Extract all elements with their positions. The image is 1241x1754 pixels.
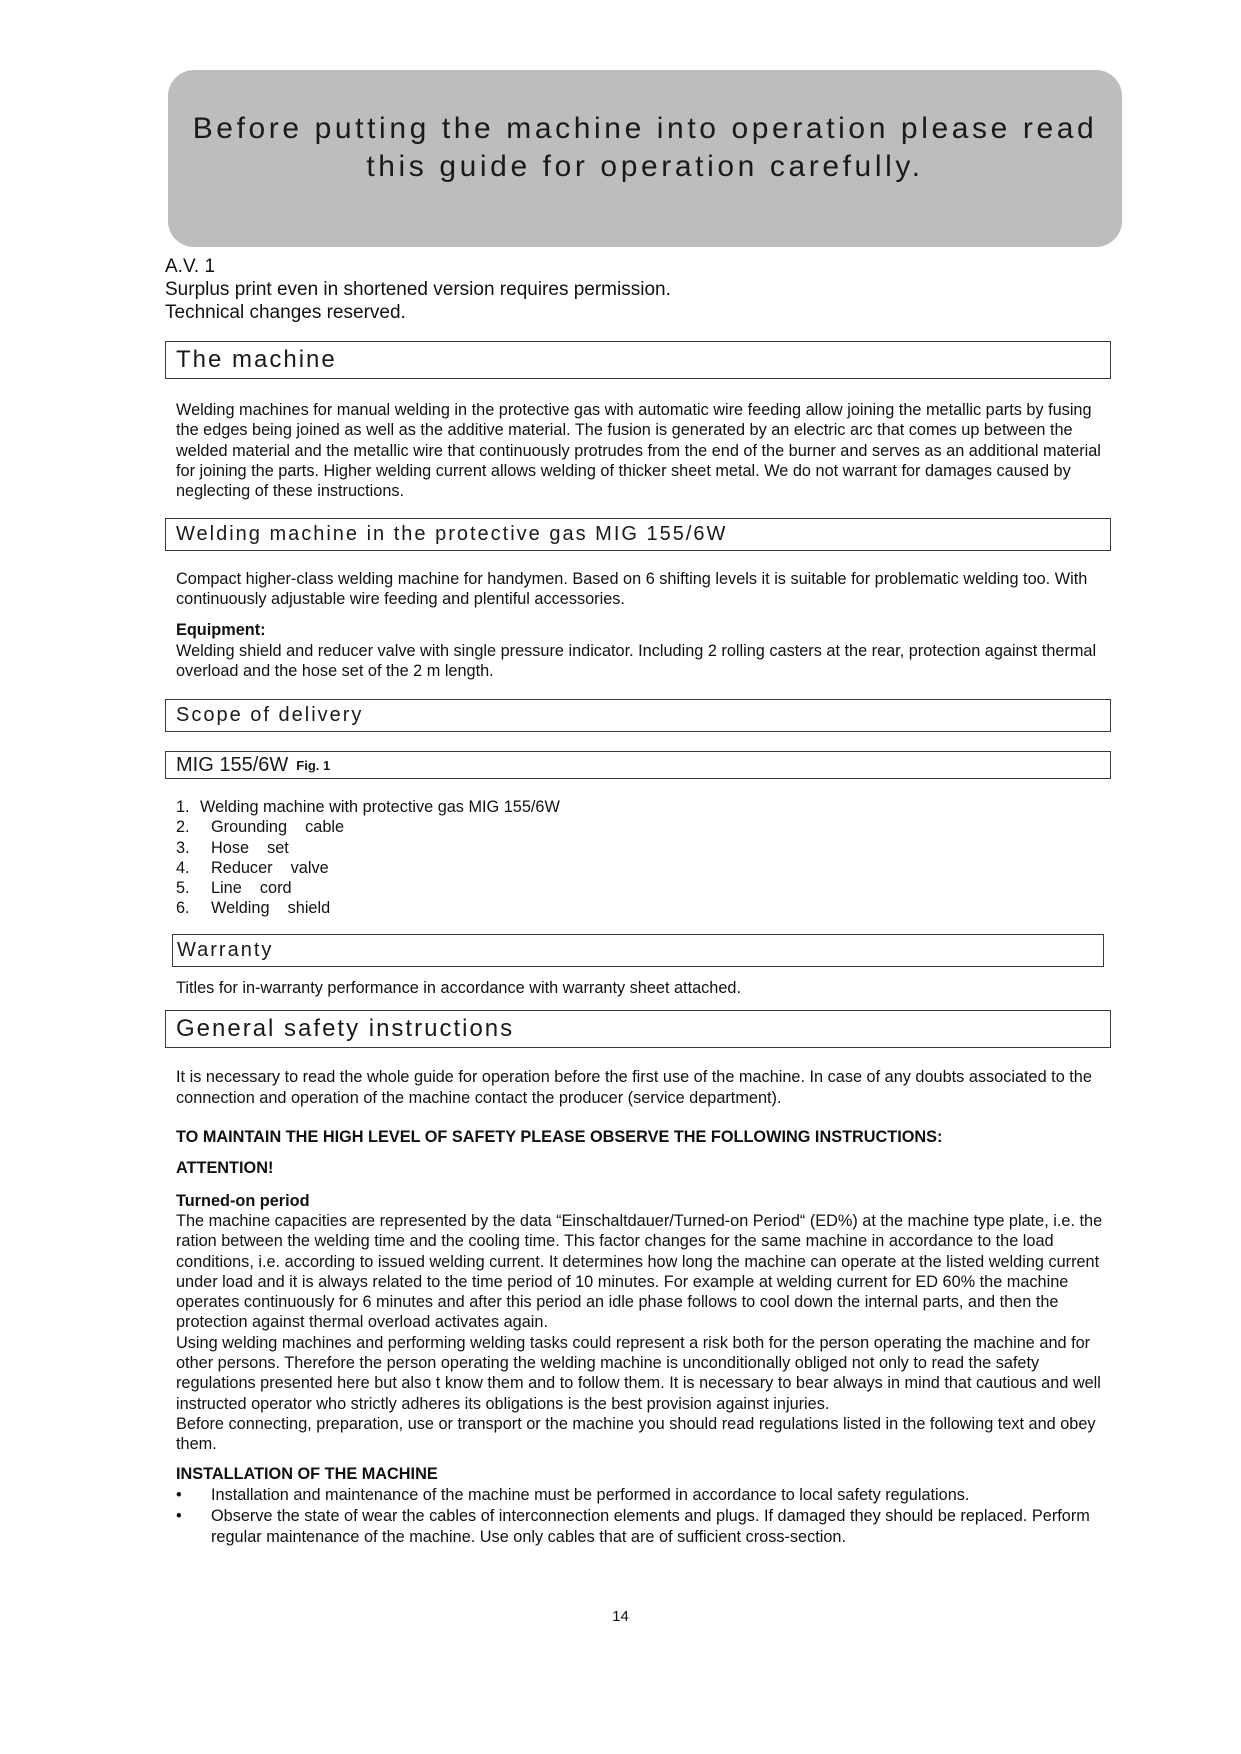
using-body: Using welding machines and performing welding tasks could represent a risk both for the person operating the machine and for other persons. Therefore the person operating the welding machine is unconditionally obliged not only to read the safety regulations presented here but also t know them and to follow them. It is necessary to bear always in mind that cautious and well instructed operator who strictly adheres its obligations is the best provision against injuries. [176,1333,1101,1413]
model-header [165,751,1111,779]
section-title-machine [165,341,1111,379]
list-item [176,1485,1106,1505]
warning-banner [168,70,1122,247]
equipment-description: Welding shield and reducer valve with single pressure indicator. Including 2 rolling casters at the rear, protection against thermal overload and the hose set of the 2 m length. [176,642,1097,681]
list-item-label: Installation and maintenance of the machine must be performed in accordance to local safety regulations. [211,1486,970,1504]
document-meta [165,255,671,324]
figure-reference: Fig. 1 [296,757,331,773]
installation-heading: INSTALLATION OF THE MACHINE [176,1465,438,1483]
list-item [176,838,1106,858]
section-title-warranty [172,934,1104,967]
before-body: Before connecting, preparation, use or transport or the machine you should read regulations listed in the following text and obey them. [176,1414,1096,1454]
list-item [176,817,1106,837]
warranty-description: Titles for in-warranty performance in accordance with warranty sheet attached. [176,979,741,997]
list-item-number: 6. [176,899,190,918]
section-title-scope [165,699,1111,732]
bullet: • [176,1486,182,1504]
installation-list [176,1485,1106,1548]
bullet: • [176,1507,182,1526]
section-title-text: Warranty [177,939,274,961]
turned-on-heading: Turned-on period [176,1192,310,1210]
delivery-list [176,797,1106,919]
equipment-heading: Equipment: [176,621,266,639]
safety-intro: It is necessary to read the whole guide for operation before the first use of the machine. In case of any doubts associated to the connection and operation of the machine contact the producer (service department). [176,1068,1092,1107]
page-number: 14 [612,1608,629,1625]
safety-maintain-heading: TO MAINTAIN THE HIGH LEVEL OF SAFETY PLEASE OBSERVE THE FOLLOWING INSTRUCTIONS: [176,1128,943,1146]
changes-notice: Technical changes reserved. [165,302,406,323]
attention-heading: ATTENTION! [176,1159,274,1177]
list-item-label: Reducer valve [211,858,329,877]
section-title-text: Scope of delivery [176,704,364,726]
list-item [176,858,1106,878]
section-title-welding-machine [165,518,1111,551]
turned-on-body: The machine capacities are represented by the data “Einschaltdauer/Turned-on Period“ (ED%) at the machine type plate, i.e. the ration between the welding time and the cooling time. This factor changes for the same machine in accordance to the load conditions, i.e. according to issued welding current. It determines how long the machine can operate at the listed welding current under load and it is always related to the time period of 10 minutes. For example at welding current for ED 60% the machine operates continuously for 6 minutes and after this period an idle phase follows to cool down the internal parts, and then the protection against thermal overload activates again. [176,1212,1103,1332]
list-item-number: 5. [176,879,190,898]
section-title-safety [165,1010,1111,1048]
list-item [176,898,1106,918]
version-label: A.V. 1 [165,256,216,277]
list-item-label: Line cord [211,879,292,898]
list-item-label: Grounding cable [211,818,345,837]
list-item [176,1506,1106,1547]
list-item-number: 2. [176,818,190,837]
list-item [176,797,1106,817]
list-item [176,878,1106,898]
list-item-label: Welding shield [211,899,331,918]
machine-description: Welding machines for manual welding in the protective gas with automatic wire feeding allow joining the metallic parts by fusing the edges being joined as well as the additive material. The fusion is generated by an electric arc that comes up between the welded material and the metallic wire that continuously protrudes from the end of the burner and serves as an additional material for joining the parts. Higher welding current allows welding of thicker sheet metal. We do not warrant for damages caused by neglecting of these instructions. [176,401,1101,501]
list-item-number: 4. [176,858,190,877]
welding-machine-description: Compact higher-class welding machine for handymen. Based on 6 shifting levels it is suitable for problematic welding too. With continuously adjustable wire feeding and plentiful accessories. [176,570,1088,609]
section-title-text: The machine [176,346,337,373]
list-item-label: Observe the state of wear the cables of interconnection elements and plugs. If damaged they should be replaced. Perform regular maintenance of the machine. Use only cables that are of sufficient cross-section. [211,1507,1090,1546]
print-notice: Surplus print even in shortened version requires permission. [165,279,671,300]
banner-text: Before putting the machine into operation please read this guide for operation carefully. [192,111,1098,183]
list-item-label: Welding machine with protective gas MIG 155/6W [200,798,560,816]
model-name: MIG 155/6W [176,753,289,776]
list-item-label: Hose set [211,838,289,857]
list-item-number: 1. [176,798,190,816]
list-item-number: 3. [176,838,190,857]
turned-on-description [176,1211,1106,1455]
section-title-text: Welding machine in the protective gas MIG 155/6W [176,523,728,545]
section-title-text: General safety instructions [176,1015,515,1042]
